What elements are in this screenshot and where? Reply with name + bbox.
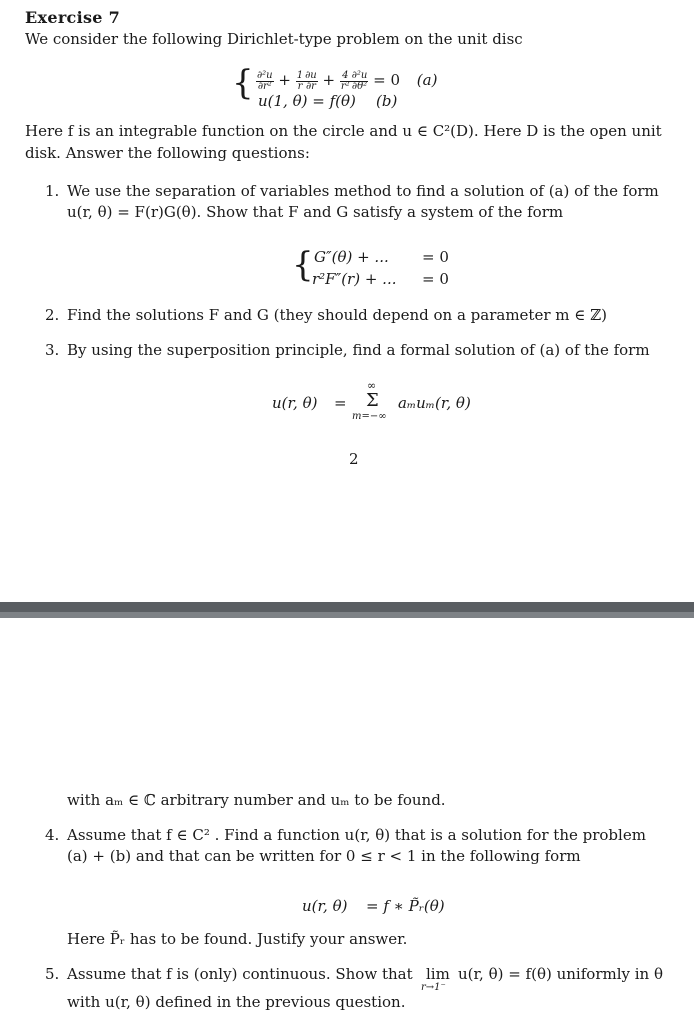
coef-four-over-r2: $\frac{4}{\text{r²}}$ xyxy=(340,69,350,92)
with-line: with aₘ ∈ ℂ arbitrary number and uₘ to be found. xyxy=(67,791,446,809)
left-brace: { xyxy=(232,63,254,103)
q1-line-1: We use the separation of variables method to find a solution of (a) of the form xyxy=(67,182,659,200)
page-separator xyxy=(0,602,694,618)
q4-eq-lhs: u(r, θ) xyxy=(302,897,348,915)
q4-eq-rhs: = f ∗ P̃ᵣ(θ) xyxy=(366,897,445,915)
q3-text: By using the superposition principle, find a formal solution of (a) of the form xyxy=(67,341,650,359)
q3-summand: aₘuₘ(r, θ) xyxy=(398,394,471,412)
q5-lim-subscript: r→1⁻ xyxy=(421,982,446,993)
q5-line-1-start: Assume that f is (only) continuous. Show that xyxy=(67,965,413,983)
q1-system-rhs-2: = 0 xyxy=(422,270,449,288)
q5-line-1-end: u(r, θ) = f(θ) uniformly in θ xyxy=(458,965,664,983)
paragraph-line-2: disk. Answer the following questions: xyxy=(25,144,310,162)
q2-text: Find the solutions F and G (they should depend on a parameter m ∈ ℤ) xyxy=(67,306,607,324)
q2-number: 2. xyxy=(45,306,60,324)
q1-system-line-1: G″(θ) + ... xyxy=(314,248,389,266)
page-number: 2 xyxy=(349,450,359,468)
intro-text: We consider the following Dirichlet-type problem on the unit disc xyxy=(25,30,523,48)
q1-number: 1. xyxy=(45,182,60,200)
q3-equals: = xyxy=(334,394,347,412)
q4-after: Here P̃ᵣ has to be found. Justify your answer. xyxy=(67,930,408,948)
sum-upper-limit: ∞ xyxy=(367,379,377,392)
exercise-title: Exercise 7 xyxy=(25,8,121,27)
q4-line-1: Assume that f ∈ C² . Find a function u(r, θ) that is a solution for the problem xyxy=(67,826,646,844)
sum-symbol: Σ xyxy=(366,390,379,411)
pde-equation: $\frac{\text{∂²u}}{\text{∂r²}}$ + $\frac{1}{r}$ $\frac{\partial u}{\partial r}$ + $\frac{4}{\text{r²}}$ $\frac{\text{∂²u}}{\text{∂θ²}}$ = 0 (a) xyxy=(257,69,438,92)
label-b: (b) xyxy=(376,92,398,110)
q1-brace: { xyxy=(292,245,314,285)
q5-line-2: with u(r, θ) defined in the previous question. xyxy=(67,993,406,1011)
q1-system-rhs-1: = 0 xyxy=(422,248,449,266)
q1-line-2: u(r, θ) = F(r)G(θ). Show that F and G satisfy a system of the form xyxy=(67,203,564,221)
q3-lhs: u(r, θ) xyxy=(272,394,318,412)
q1-system-line-2: r²F″(r) + ... xyxy=(312,270,397,288)
q5-lim: lim xyxy=(426,965,450,983)
q5-number: 5. xyxy=(45,965,60,983)
q3-number: 3. xyxy=(45,341,60,359)
label-a: (a) xyxy=(416,71,438,89)
q4-number: 4. xyxy=(45,826,60,844)
coef-one-over-r: $\frac{1}{r}$ xyxy=(296,69,304,92)
du-dr: $\frac{\partial u}{\partial r}$ xyxy=(305,69,317,92)
boundary-condition: u(1, θ) = f(θ) xyxy=(258,92,356,110)
d2u-dr2: $\frac{\text{∂²u}}{\text{∂r²}}$ xyxy=(257,69,273,92)
d2u-dtheta2: $\frac{\text{∂²u}}{\text{∂θ²}}$ xyxy=(351,69,368,92)
q4-line-2: (a) + (b) and that can be written for 0 ≤ r < 1 in the following form xyxy=(67,847,581,865)
sum-lower-limit: m=−∞ xyxy=(352,411,387,422)
paragraph-line-1: Here f is an integrable function on the circle and u ∈ C²(D). Here D is the open unit xyxy=(25,122,662,140)
